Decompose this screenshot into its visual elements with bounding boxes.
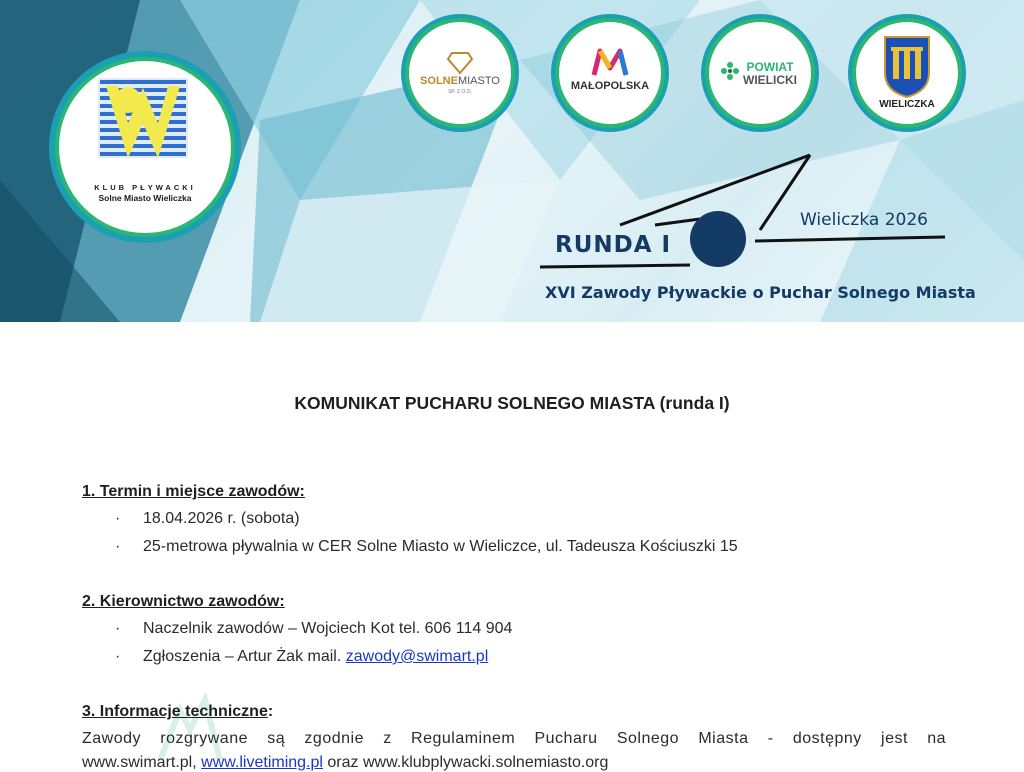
sponsor-logo-solne-miasto xyxy=(400,13,520,133)
sponsor-logo-powiat-wielicki xyxy=(700,13,820,133)
sponsor-solne-sub: SP. Z O.O. xyxy=(448,89,472,95)
club-name-line1: KLUB PŁYWACKI xyxy=(94,183,196,192)
document-title: KOMUNIKAT PUCHARU SOLNEGO MIASTA (runda I) xyxy=(294,393,730,413)
sponsor-solne-part1: SOLNE xyxy=(420,75,458,87)
sponsor-label-malopolska: MAŁOPOLSKA xyxy=(570,80,650,92)
section-3-paragraph: Zawody rozgrywane są zgodnie z Regulaminem Pucharu Solnego Miasta - dostępny jest na xyxy=(82,730,946,747)
list-item xyxy=(115,620,512,638)
club-name xyxy=(70,183,220,203)
coat-of-arms-icon xyxy=(885,37,929,97)
sponsor-label-solne-miasto xyxy=(400,75,520,87)
round-label: RUNDA I xyxy=(555,232,672,258)
livetiming-link[interactable]: www.livetiming.pl xyxy=(201,754,323,771)
club-name-line2: Solne Miasto Wieliczka xyxy=(98,193,192,203)
section-3-heading xyxy=(82,703,273,721)
club-logo xyxy=(40,50,250,245)
bullet-glyph: · xyxy=(115,648,121,665)
list-item xyxy=(115,538,738,556)
email-link[interactable]: zawody@swimart.pl xyxy=(345,648,489,665)
section-3-heading-suffix: : xyxy=(267,703,274,720)
event-place-year: Wieliczka 2026 xyxy=(800,210,928,230)
section-3-heading-text: 3. Informacje techniczne xyxy=(82,703,268,720)
section-1-heading: 1. Termin i miejsce zawodów: xyxy=(82,483,305,500)
bullet-text: 18.04.2026 r. (sobota) xyxy=(143,510,300,527)
section-2-heading: 2. Kierownictwo zawodów: xyxy=(82,593,285,610)
sponsor-label-wieliczka: WIELICZKA xyxy=(879,99,935,110)
bullet-glyph: · xyxy=(115,538,121,555)
list-item xyxy=(115,648,488,666)
sponsor-solne-part2: MIASTO xyxy=(457,75,500,87)
bullet-text: Naczelnik zawodów – Wojciech Kot tel. 606 114 904 xyxy=(143,620,513,637)
bullet-glyph: · xyxy=(115,620,121,637)
sponsor-logo-malopolska xyxy=(550,13,670,133)
header-banner xyxy=(0,0,1024,322)
website-text-2: oraz www.klubplywacki.solnemiasto.org xyxy=(327,754,609,771)
website-text: www.swimart.pl, xyxy=(82,754,197,771)
sponsor-powiat-part1: POWIAT xyxy=(746,60,794,74)
bullet-glyph: · xyxy=(115,510,121,527)
sponsor-powiat-part2: WIELICKI xyxy=(743,73,797,87)
section-3-links-line xyxy=(82,754,946,772)
list-item xyxy=(115,510,300,528)
event-title: XVI Zawody Pływackie o Puchar Solnego Miasta xyxy=(545,283,976,302)
bullet-text: Zgłoszenia – Artur Żak mail. xyxy=(143,648,342,665)
bullet-text: 25-metrowa pływalnia w CER Solne Miasto w Wieliczce, ul. Tadeusza Kościuszki 15 xyxy=(143,538,738,555)
sponsor-logo-wieliczka xyxy=(847,13,967,133)
